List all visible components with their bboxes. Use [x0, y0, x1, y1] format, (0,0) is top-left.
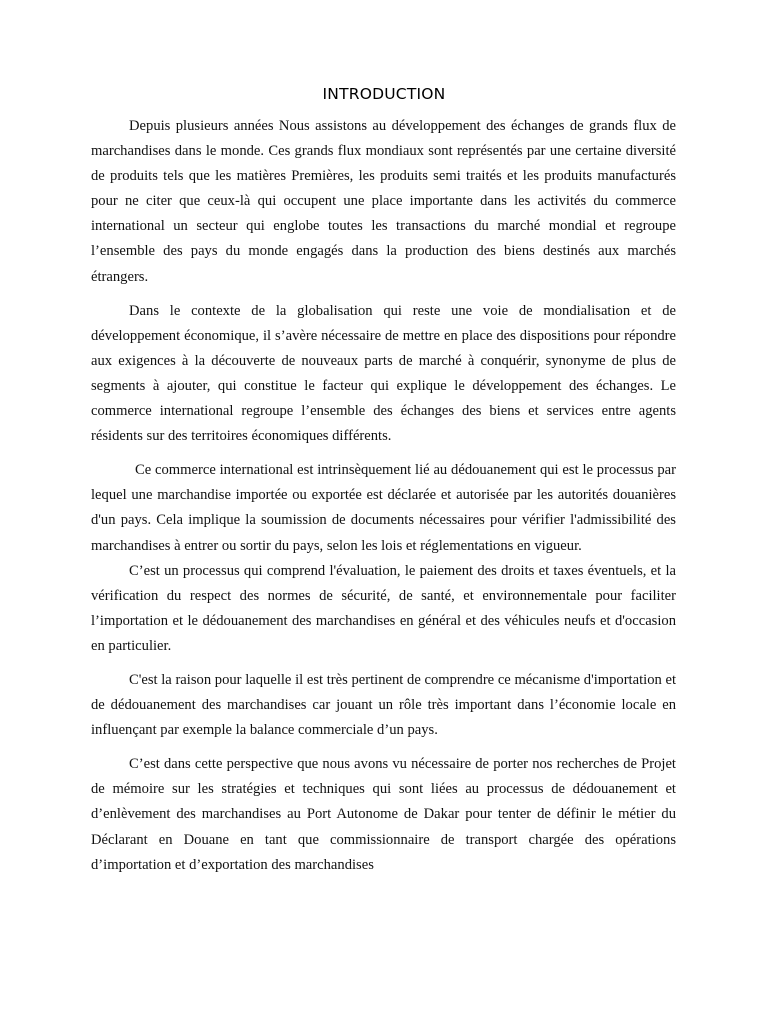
- paragraph-4: C’est un processus qui comprend l'évaluation, le paiement des droits et taxes éventuels, et la vérification du respect des normes de sécurité, de santé, et environnementale pour faciliter l’importation et le dédouanement des marchandises en général et des véhicules neufs et d'occasion en particulier.: [91, 562, 676, 654]
- paragraph-1: Depuis plusieurs années Nous assistons au développement des échanges de grands flux de marchandises dans le monde. Ces grands flux mondiaux sont représentés par une certaine diversité de produits tels que les matières Premières, les produits semi traités et les produits manufacturés pour ne citer que ceux-là qui occupent une place importante dans les activités du commerce international un secteur qui englobe toutes les transactions du marché mondial et regroupe l’ensemble des pays du monde engagés dans la production des biens destinés aux marchés étrangers.: [91, 118, 676, 285]
- page-title: INTRODUCTION: [322, 85, 446, 103]
- paragraph-3: Ce commerce international est intrinsèquement lié au dédouanement qui est le processus par lequel une marchandise importée ou exportée est déclarée et autorisée par les autorités douanières d'un pays. Cela implique la soumission de documents nécessaires pour vérifier l'admissibilité des marchandises à entrer ou sortir du pays, selon les lois et réglementations en vigueur.: [91, 462, 676, 554]
- paragraph-6: C’est dans cette perspective que nous avons vu nécessaire de porter nos recherches de Projet de mémoire sur les stratégies et techniques qui sont liées au processus de dédouanement et d’enlèvement des marchandises au Port Autonome de Dakar pour tenter de définir le métier du Déclarant en Douane en tant que commissionnaire de transport chargée des opérations d’importation et d’exportation des marchandises: [91, 756, 676, 873]
- document-body: [91, 114, 676, 878]
- paragraph-2: Dans le contexte de la globalisation qui reste une voie de mondialisation et de développement économique, il s’avère nécessaire de mettre en place des dispositions pour répondre aux exigences à la découverte de nouveaux parts de marché à conquérir, synonyme de plus de segments à ajouter, qui constitue le facteur qui explique le développement des échanges. Le commerce international regroupe l’ensemble des échanges des biens et services entre agents résidents sur des territoires économiques différents.: [91, 302, 676, 445]
- paragraph-5: C'est la raison pour laquelle il est très pertinent de comprendre ce mécanisme d'importation et de dédouanement des marchandises car jouant un rôle très important dans l’économie locale en influençant par exemple la balance commerciale d’un pays.: [91, 671, 676, 739]
